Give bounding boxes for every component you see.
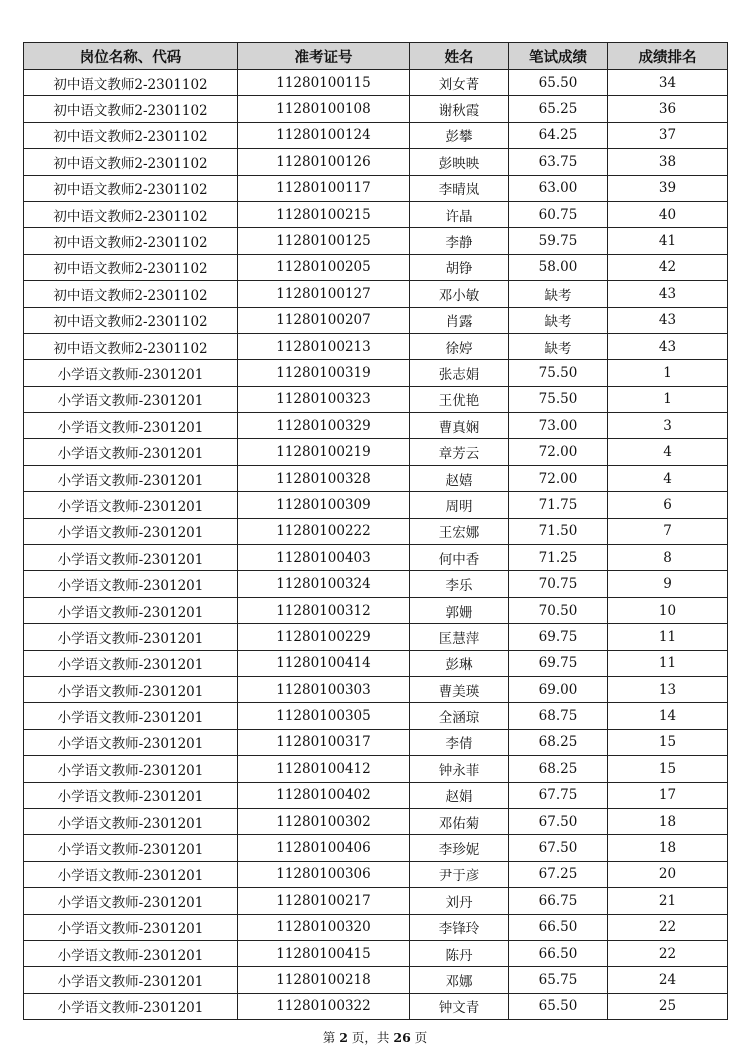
table-row bbox=[24, 545, 728, 571]
cell-written-score: 66.50 bbox=[509, 940, 608, 966]
cell-written-score: 72.00 bbox=[509, 439, 608, 465]
cell-rank: 15 bbox=[608, 729, 728, 755]
cell-position: 小学语文教师-2301201 bbox=[24, 360, 238, 386]
table-row bbox=[24, 967, 728, 993]
table-row bbox=[24, 571, 728, 597]
cell-written-score: 缺考 bbox=[509, 333, 608, 359]
cell-written-score: 63.00 bbox=[509, 175, 608, 201]
cell-rank: 25 bbox=[608, 993, 728, 1019]
table-row bbox=[24, 756, 728, 782]
cell-rank: 13 bbox=[608, 676, 728, 702]
cell-ticket-number: 11280100323 bbox=[238, 386, 410, 412]
cell-name: 章芳云 bbox=[410, 439, 509, 465]
cell-rank: 10 bbox=[608, 597, 728, 623]
cell-written-score: 66.50 bbox=[509, 914, 608, 940]
table-row bbox=[24, 281, 728, 307]
cell-ticket-number: 11280100309 bbox=[238, 492, 410, 518]
cell-name: 肖露 bbox=[410, 307, 509, 333]
cell-written-score: 67.75 bbox=[509, 782, 608, 808]
cell-written-score: 65.75 bbox=[509, 967, 608, 993]
cell-written-score: 75.50 bbox=[509, 386, 608, 412]
cell-name: 曹美瑛 bbox=[410, 676, 509, 702]
cell-ticket-number: 11280100115 bbox=[238, 70, 410, 96]
cell-rank: 22 bbox=[608, 940, 728, 966]
cell-name: 李锋玲 bbox=[410, 914, 509, 940]
cell-ticket-number: 11280100329 bbox=[238, 413, 410, 439]
cell-name: 刘女菁 bbox=[410, 70, 509, 96]
table-row bbox=[24, 624, 728, 650]
cell-rank: 11 bbox=[608, 650, 728, 676]
cell-name: 彭攀 bbox=[410, 122, 509, 148]
cell-position: 小学语文教师-2301201 bbox=[24, 808, 238, 834]
header-rank: 成绩排名 bbox=[608, 43, 728, 70]
cell-position: 初中语文教师2-2301102 bbox=[24, 281, 238, 307]
footer-total-pages: 26 bbox=[393, 1030, 411, 1045]
cell-ticket-number: 11280100312 bbox=[238, 597, 410, 623]
cell-written-score: 71.50 bbox=[509, 518, 608, 544]
cell-ticket-number: 11280100229 bbox=[238, 624, 410, 650]
cell-written-score: 73.00 bbox=[509, 413, 608, 439]
cell-ticket-number: 11280100319 bbox=[238, 360, 410, 386]
table-row bbox=[24, 413, 728, 439]
cell-name: 匡慧萍 bbox=[410, 624, 509, 650]
cell-rank: 24 bbox=[608, 967, 728, 993]
cell-rank: 42 bbox=[608, 254, 728, 280]
cell-rank: 40 bbox=[608, 201, 728, 227]
header-position: 岗位名称、代码 bbox=[24, 43, 238, 70]
cell-position: 小学语文教师-2301201 bbox=[24, 624, 238, 650]
cell-ticket-number: 11280100302 bbox=[238, 808, 410, 834]
cell-name: 何中香 bbox=[410, 545, 509, 571]
cell-written-score: 63.75 bbox=[509, 149, 608, 175]
footer-suffix: 页 bbox=[414, 1030, 428, 1045]
table-row bbox=[24, 808, 728, 834]
cell-position: 小学语文教师-2301201 bbox=[24, 782, 238, 808]
cell-rank: 4 bbox=[608, 439, 728, 465]
cell-ticket-number: 11280100324 bbox=[238, 571, 410, 597]
cell-rank: 3 bbox=[608, 413, 728, 439]
cell-ticket-number: 11280100205 bbox=[238, 254, 410, 280]
cell-rank: 43 bbox=[608, 333, 728, 359]
table-body bbox=[24, 70, 728, 1020]
table-row bbox=[24, 201, 728, 227]
cell-ticket-number: 11280100207 bbox=[238, 307, 410, 333]
header-name: 姓名 bbox=[410, 43, 509, 70]
table-row bbox=[24, 703, 728, 729]
cell-position: 小学语文教师-2301201 bbox=[24, 676, 238, 702]
cell-ticket-number: 11280100217 bbox=[238, 888, 410, 914]
table-row bbox=[24, 360, 728, 386]
table-row bbox=[24, 729, 728, 755]
cell-written-score: 59.75 bbox=[509, 228, 608, 254]
cell-rank: 9 bbox=[608, 571, 728, 597]
cell-written-score: 69.75 bbox=[509, 650, 608, 676]
cell-written-score: 70.50 bbox=[509, 597, 608, 623]
table-row bbox=[24, 993, 728, 1019]
cell-position: 小学语文教师-2301201 bbox=[24, 756, 238, 782]
table-row bbox=[24, 149, 728, 175]
cell-ticket-number: 11280100412 bbox=[238, 756, 410, 782]
cell-written-score: 71.75 bbox=[509, 492, 608, 518]
cell-position: 初中语文教师2-2301102 bbox=[24, 307, 238, 333]
cell-position: 小学语文教师-2301201 bbox=[24, 914, 238, 940]
cell-rank: 39 bbox=[608, 175, 728, 201]
table-row bbox=[24, 492, 728, 518]
cell-name: 胡铮 bbox=[410, 254, 509, 280]
cell-position: 小学语文教师-2301201 bbox=[24, 967, 238, 993]
cell-rank: 41 bbox=[608, 228, 728, 254]
cell-written-score: 70.75 bbox=[509, 571, 608, 597]
cell-name: 李晴岚 bbox=[410, 175, 509, 201]
cell-rank: 20 bbox=[608, 861, 728, 887]
cell-position: 小学语文教师-2301201 bbox=[24, 703, 238, 729]
cell-position: 初中语文教师2-2301102 bbox=[24, 70, 238, 96]
cell-rank: 11 bbox=[608, 624, 728, 650]
table-row bbox=[24, 940, 728, 966]
cell-name: 李乐 bbox=[410, 571, 509, 597]
table-row bbox=[24, 96, 728, 122]
cell-position: 小学语文教师-2301201 bbox=[24, 940, 238, 966]
cell-written-score: 72.00 bbox=[509, 465, 608, 491]
cell-name: 李静 bbox=[410, 228, 509, 254]
cell-name: 钟永菲 bbox=[410, 756, 509, 782]
table-row bbox=[24, 228, 728, 254]
table-row bbox=[24, 70, 728, 96]
table-row bbox=[24, 254, 728, 280]
cell-rank: 4 bbox=[608, 465, 728, 491]
cell-written-score: 69.00 bbox=[509, 676, 608, 702]
cell-name: 谢秋霞 bbox=[410, 96, 509, 122]
cell-written-score: 68.25 bbox=[509, 756, 608, 782]
cell-rank: 37 bbox=[608, 122, 728, 148]
cell-position: 小学语文教师-2301201 bbox=[24, 835, 238, 861]
cell-ticket-number: 11280100402 bbox=[238, 782, 410, 808]
table-row bbox=[24, 782, 728, 808]
cell-name: 陈丹 bbox=[410, 940, 509, 966]
cell-position: 小学语文教师-2301201 bbox=[24, 597, 238, 623]
table-row bbox=[24, 650, 728, 676]
cell-position: 小学语文教师-2301201 bbox=[24, 465, 238, 491]
cell-ticket-number: 11280100213 bbox=[238, 333, 410, 359]
table-row bbox=[24, 518, 728, 544]
table-row bbox=[24, 676, 728, 702]
cell-position: 小学语文教师-2301201 bbox=[24, 386, 238, 412]
cell-rank: 7 bbox=[608, 518, 728, 544]
cell-rank: 43 bbox=[608, 281, 728, 307]
cell-position: 初中语文教师2-2301102 bbox=[24, 122, 238, 148]
cell-ticket-number: 11280100222 bbox=[238, 518, 410, 544]
cell-position: 小学语文教师-2301201 bbox=[24, 439, 238, 465]
cell-position: 小学语文教师-2301201 bbox=[24, 492, 238, 518]
table-header-row bbox=[24, 43, 728, 70]
cell-rank: 34 bbox=[608, 70, 728, 96]
cell-ticket-number: 11280100414 bbox=[238, 650, 410, 676]
cell-rank: 17 bbox=[608, 782, 728, 808]
cell-name: 张志娟 bbox=[410, 360, 509, 386]
cell-position: 小学语文教师-2301201 bbox=[24, 571, 238, 597]
cell-ticket-number: 11280100306 bbox=[238, 861, 410, 887]
cell-written-score: 71.25 bbox=[509, 545, 608, 571]
table-row bbox=[24, 861, 728, 887]
cell-ticket-number: 11280100406 bbox=[238, 835, 410, 861]
cell-written-score: 64.25 bbox=[509, 122, 608, 148]
table-row bbox=[24, 175, 728, 201]
cell-position: 小学语文教师-2301201 bbox=[24, 518, 238, 544]
cell-written-score: 67.50 bbox=[509, 835, 608, 861]
cell-written-score: 67.50 bbox=[509, 808, 608, 834]
cell-name: 邓娜 bbox=[410, 967, 509, 993]
cell-name: 王宏娜 bbox=[410, 518, 509, 544]
cell-ticket-number: 11280100126 bbox=[238, 149, 410, 175]
header-ticket-number: 准考证号 bbox=[238, 43, 410, 70]
cell-ticket-number: 11280100108 bbox=[238, 96, 410, 122]
cell-ticket-number: 11280100328 bbox=[238, 465, 410, 491]
cell-rank: 14 bbox=[608, 703, 728, 729]
cell-name: 周明 bbox=[410, 492, 509, 518]
table-row bbox=[24, 333, 728, 359]
cell-written-score: 68.75 bbox=[509, 703, 608, 729]
cell-written-score: 65.50 bbox=[509, 993, 608, 1019]
cell-written-score: 68.25 bbox=[509, 729, 608, 755]
cell-name: 刘丹 bbox=[410, 888, 509, 914]
results-table bbox=[23, 42, 728, 1020]
cell-ticket-number: 11280100125 bbox=[238, 228, 410, 254]
cell-name: 许晶 bbox=[410, 201, 509, 227]
cell-ticket-number: 11280100219 bbox=[238, 439, 410, 465]
cell-written-score: 66.75 bbox=[509, 888, 608, 914]
cell-rank: 18 bbox=[608, 835, 728, 861]
cell-position: 小学语文教师-2301201 bbox=[24, 650, 238, 676]
table-row bbox=[24, 835, 728, 861]
table-row bbox=[24, 888, 728, 914]
cell-written-score: 67.25 bbox=[509, 861, 608, 887]
cell-ticket-number: 11280100218 bbox=[238, 967, 410, 993]
cell-written-score: 60.75 bbox=[509, 201, 608, 227]
cell-name: 赵嬉 bbox=[410, 465, 509, 491]
cell-name: 赵娟 bbox=[410, 782, 509, 808]
cell-position: 初中语文教师2-2301102 bbox=[24, 149, 238, 175]
cell-ticket-number: 11280100403 bbox=[238, 545, 410, 571]
cell-name: 全涵琼 bbox=[410, 703, 509, 729]
table-row bbox=[24, 597, 728, 623]
cell-written-score: 缺考 bbox=[509, 281, 608, 307]
cell-position: 小学语文教师-2301201 bbox=[24, 545, 238, 571]
cell-name: 李珍妮 bbox=[410, 835, 509, 861]
cell-name: 彭琳 bbox=[410, 650, 509, 676]
footer-middle: 页，共 bbox=[351, 1030, 390, 1045]
cell-name: 邓佑菊 bbox=[410, 808, 509, 834]
cell-name: 徐婷 bbox=[410, 333, 509, 359]
cell-ticket-number: 11280100317 bbox=[238, 729, 410, 755]
cell-position: 小学语文教师-2301201 bbox=[24, 413, 238, 439]
cell-ticket-number: 11280100127 bbox=[238, 281, 410, 307]
cell-ticket-number: 11280100124 bbox=[238, 122, 410, 148]
document-page bbox=[23, 42, 727, 1020]
cell-rank: 21 bbox=[608, 888, 728, 914]
header-written-score: 笔试成绩 bbox=[509, 43, 608, 70]
cell-written-score: 75.50 bbox=[509, 360, 608, 386]
cell-position: 小学语文教师-2301201 bbox=[24, 993, 238, 1019]
cell-position: 初中语文教师2-2301102 bbox=[24, 228, 238, 254]
table-row bbox=[24, 914, 728, 940]
cell-rank: 1 bbox=[608, 360, 728, 386]
cell-ticket-number: 11280100415 bbox=[238, 940, 410, 966]
footer-prefix: 第 bbox=[322, 1030, 336, 1045]
cell-rank: 6 bbox=[608, 492, 728, 518]
footer-page-number: 2 bbox=[339, 1030, 348, 1045]
cell-name: 王优艳 bbox=[410, 386, 509, 412]
cell-position: 小学语文教师-2301201 bbox=[24, 888, 238, 914]
table-row bbox=[24, 439, 728, 465]
cell-written-score: 缺考 bbox=[509, 307, 608, 333]
cell-written-score: 65.25 bbox=[509, 96, 608, 122]
cell-name: 尹于彦 bbox=[410, 861, 509, 887]
cell-position: 初中语文教师2-2301102 bbox=[24, 96, 238, 122]
cell-name: 郭姗 bbox=[410, 597, 509, 623]
table-row bbox=[24, 307, 728, 333]
cell-written-score: 69.75 bbox=[509, 624, 608, 650]
cell-ticket-number: 11280100117 bbox=[238, 175, 410, 201]
cell-name: 邓小敏 bbox=[410, 281, 509, 307]
table-row bbox=[24, 386, 728, 412]
cell-name: 李倩 bbox=[410, 729, 509, 755]
cell-rank: 8 bbox=[608, 545, 728, 571]
cell-rank: 18 bbox=[608, 808, 728, 834]
cell-name: 彭映映 bbox=[410, 149, 509, 175]
cell-ticket-number: 11280100320 bbox=[238, 914, 410, 940]
cell-written-score: 58.00 bbox=[509, 254, 608, 280]
cell-rank: 15 bbox=[608, 756, 728, 782]
cell-written-score: 65.50 bbox=[509, 70, 608, 96]
table-row bbox=[24, 122, 728, 148]
cell-ticket-number: 11280100305 bbox=[238, 703, 410, 729]
cell-ticket-number: 11280100322 bbox=[238, 993, 410, 1019]
cell-position: 小学语文教师-2301201 bbox=[24, 729, 238, 755]
cell-position: 初中语文教师2-2301102 bbox=[24, 201, 238, 227]
cell-ticket-number: 11280100303 bbox=[238, 676, 410, 702]
cell-rank: 38 bbox=[608, 149, 728, 175]
page-footer bbox=[0, 1028, 750, 1046]
cell-name: 钟文青 bbox=[410, 993, 509, 1019]
cell-position: 初中语文教师2-2301102 bbox=[24, 175, 238, 201]
table-row bbox=[24, 465, 728, 491]
cell-position: 初中语文教师2-2301102 bbox=[24, 333, 238, 359]
cell-ticket-number: 11280100215 bbox=[238, 201, 410, 227]
cell-rank: 1 bbox=[608, 386, 728, 412]
cell-position: 小学语文教师-2301201 bbox=[24, 861, 238, 887]
cell-position: 初中语文教师2-2301102 bbox=[24, 254, 238, 280]
cell-rank: 36 bbox=[608, 96, 728, 122]
cell-rank: 22 bbox=[608, 914, 728, 940]
cell-rank: 43 bbox=[608, 307, 728, 333]
cell-name: 曹真娴 bbox=[410, 413, 509, 439]
